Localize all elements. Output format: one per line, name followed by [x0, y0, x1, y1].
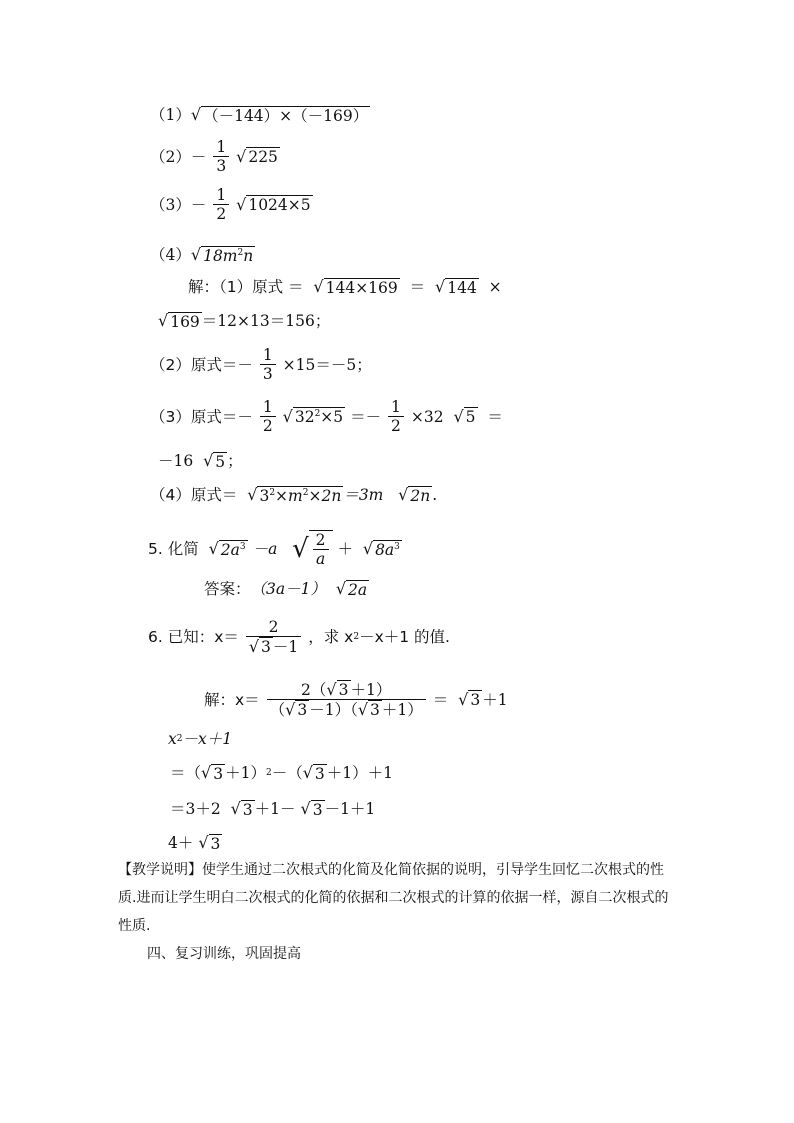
- sqrt-symbol: √: [285, 700, 296, 719]
- term: －（: [271, 764, 303, 782]
- sqrt-symbol: √: [190, 245, 202, 264]
- solution-lead: 解：（1）原式 ＝: [188, 278, 304, 296]
- radicand: 3: [314, 764, 325, 783]
- question-text: －x＋1 的值.: [359, 628, 450, 646]
- term: －a: [252, 540, 278, 558]
- radicand: 225: [248, 148, 278, 166]
- fraction: [388, 398, 404, 435]
- radicand-part: 8a: [375, 540, 395, 559]
- solution-lead: 解：x＝: [204, 690, 260, 709]
- term: 2（: [301, 681, 327, 699]
- solution-lead: （4）原式＝: [150, 486, 238, 504]
- sqrt-symbol: √: [236, 146, 247, 166]
- term: 4＋: [168, 834, 194, 852]
- fraction: [313, 531, 329, 568]
- radicand-part: ×m: [275, 486, 303, 505]
- exponent: 2: [353, 632, 360, 642]
- radicand: 3: [470, 691, 481, 709]
- term: －1＋1: [324, 800, 376, 818]
- numerator: 1: [213, 138, 229, 157]
- radicand-part: ×2n: [308, 486, 342, 505]
- times: ×: [488, 278, 502, 296]
- numerator: [267, 680, 426, 700]
- teaching-note: [118, 856, 678, 940]
- denominator: 2: [391, 417, 401, 435]
- sqrt-symbol: √: [335, 579, 347, 598]
- exponent: 2: [302, 487, 309, 498]
- sqrt-symbol: √: [236, 194, 247, 214]
- denominator: [246, 637, 301, 656]
- term: －x＋1: [182, 730, 233, 748]
- radicand: 3: [370, 701, 380, 719]
- radicand: 5: [465, 408, 476, 426]
- term: ×32: [410, 407, 444, 426]
- sqrt-symbol: √: [302, 763, 313, 782]
- equals: ＝: [487, 407, 503, 426]
- solution-1-line-1: [188, 276, 502, 297]
- fraction: [213, 186, 229, 223]
- denominator: 2: [262, 417, 273, 435]
- solution-3-line-1: [150, 398, 503, 435]
- solution-2: [150, 346, 372, 383]
- solution-6-line-5: [168, 832, 222, 853]
- radicand: 3: [261, 638, 271, 656]
- plus: ＋: [337, 540, 353, 558]
- question-lead: 6. 已知：x＝: [148, 628, 239, 646]
- problem-label: （4）: [150, 246, 191, 264]
- radicand: 3: [210, 834, 221, 853]
- denominator: 3: [216, 157, 227, 175]
- solution-3-line-2: [158, 450, 243, 471]
- problem-4: [150, 244, 255, 265]
- question-text: ，求 x: [308, 628, 354, 646]
- question-5: [148, 530, 402, 568]
- term: ＋1）: [225, 764, 266, 782]
- solution-lead: （3）原式＝－: [150, 407, 253, 426]
- sqrt-symbol: √: [326, 680, 337, 699]
- radicand: 3: [297, 701, 308, 719]
- sqrt-symbol: √: [248, 637, 260, 656]
- radicand-part: n: [243, 246, 254, 265]
- term: ＋1）＋1: [326, 764, 394, 782]
- sqrt-symbol: √: [453, 406, 464, 426]
- radicand: 144: [447, 278, 477, 297]
- radicand: 3: [312, 800, 323, 819]
- term: ＝（: [170, 764, 202, 782]
- sqrt-symbol: √: [208, 539, 219, 558]
- numerator: 1: [260, 398, 276, 417]
- solution-1-line-2: [158, 310, 330, 331]
- radicand: 5: [215, 452, 226, 471]
- fraction: [267, 680, 426, 719]
- sqrt-symbol: √: [158, 311, 169, 330]
- radicand: [346, 580, 369, 599]
- exponent: 2: [176, 734, 183, 744]
- sqrt-symbol: √: [230, 799, 241, 818]
- term: ＋1: [482, 690, 508, 709]
- result: ＝12×13＝156；: [201, 312, 331, 330]
- radicand-part: 2a: [220, 540, 240, 559]
- sqrt-symbol: √: [190, 105, 202, 124]
- radicand: 1024×5: [248, 196, 311, 214]
- denominator: a: [315, 550, 326, 568]
- solution-6-line-4: [170, 798, 375, 819]
- exponent: 3: [239, 541, 246, 552]
- exponent: 2: [269, 487, 276, 498]
- sqrt-symbol: √: [398, 485, 409, 504]
- question-lead: 5. 化简: [148, 540, 199, 558]
- exponent: 2: [237, 247, 244, 258]
- solution-6-line-2: [168, 728, 232, 749]
- radicand: 3: [242, 800, 253, 819]
- punctuation: .: [432, 486, 438, 504]
- answer-5: [204, 578, 369, 599]
- solution-6-line-3: [170, 762, 393, 783]
- numerator: 2: [313, 531, 329, 550]
- problem-label: （3）－: [150, 195, 207, 214]
- exponent: 3: [394, 541, 400, 552]
- radicand-part: ×5: [320, 408, 344, 426]
- result: ＝3m: [343, 486, 384, 504]
- result: ×15＝－5；: [282, 355, 372, 374]
- note-tag: 【教学说明】: [118, 862, 202, 878]
- denominator: 3: [262, 365, 273, 383]
- exponent: 2: [314, 408, 321, 419]
- sqrt-symbol: √: [435, 277, 446, 296]
- numerator: 1: [260, 346, 276, 365]
- denominator: 2: [216, 205, 227, 223]
- radicand: [408, 486, 432, 505]
- term: x: [168, 730, 177, 748]
- radicand: 169: [170, 312, 200, 331]
- note-text: 使学生通过二次根式的化简及化简依据的说明，引导学生回忆二次根式的性质.进而让学生明白二次根式的化简的依据和二次根式的计算的依据一样，源自二次根式的性质.: [118, 862, 669, 934]
- solution-6-line-1: [204, 680, 508, 719]
- question-6: [148, 618, 450, 656]
- radicand-part: 32: [294, 408, 315, 426]
- radicand: （－144）×（－169）: [203, 106, 369, 125]
- radicand-part: 2n: [410, 486, 431, 505]
- problem-3: [150, 186, 313, 223]
- numerator: 1: [213, 186, 229, 205]
- fraction: [246, 618, 301, 656]
- section-heading: 四、复习训练，巩固提高: [147, 946, 301, 962]
- term: ＋1）: [381, 701, 423, 719]
- exponent: 2: [265, 768, 272, 778]
- radicand-part: 18m: [203, 246, 238, 265]
- term: －1）（: [309, 701, 358, 719]
- radicand-part: 2a: [348, 580, 368, 599]
- sqrt-symbol: √: [292, 534, 309, 564]
- numerator: 2: [246, 618, 301, 637]
- term: ＋1）: [350, 681, 392, 699]
- radicand: 144×169: [325, 278, 398, 297]
- fraction: [260, 398, 276, 435]
- solution-4: [150, 484, 437, 505]
- sqrt-symbol: √: [198, 833, 209, 852]
- fraction: [213, 138, 229, 175]
- sqrt-symbol: √: [203, 451, 214, 470]
- radicand: [219, 540, 248, 559]
- radicand: [257, 486, 343, 505]
- equals: ＝: [409, 278, 426, 296]
- answer-label: 答案：: [204, 580, 251, 598]
- sqrt-symbol: √: [201, 763, 212, 782]
- term: －1: [272, 638, 299, 656]
- equals: ＝－: [350, 407, 382, 426]
- fraction: [260, 346, 276, 383]
- problem-1: [150, 104, 370, 125]
- denominator: [267, 700, 426, 719]
- radicand: 3: [213, 764, 224, 783]
- sqrt-symbol: √: [247, 485, 258, 504]
- sqrt-symbol: √: [300, 799, 311, 818]
- sqrt-symbol: √: [458, 689, 469, 709]
- problem-label: （2）－: [150, 147, 207, 166]
- radicand: 3: [338, 681, 349, 699]
- term: ＋1－: [254, 800, 296, 818]
- sqrt-symbol: √: [362, 539, 374, 558]
- numerator: 1: [388, 398, 404, 417]
- radicand: [373, 540, 402, 559]
- problem-label: （1）: [150, 106, 191, 124]
- radicand: [201, 246, 255, 265]
- radicand: [293, 407, 345, 426]
- sqrt-symbol: √: [282, 406, 293, 426]
- problem-2: [150, 138, 280, 175]
- radicand: [309, 530, 333, 568]
- sqrt-symbol: √: [313, 277, 324, 296]
- punctuation: ；: [227, 452, 243, 470]
- term: （: [269, 701, 286, 719]
- answer-text: （3a－1）: [250, 580, 326, 598]
- equals: ＝: [432, 690, 449, 709]
- term: ＝3＋2: [170, 800, 221, 818]
- sqrt-symbol: √: [357, 700, 369, 719]
- term: －16: [158, 452, 194, 470]
- radicand-part: 3: [259, 486, 270, 505]
- solution-lead: （2）原式＝－: [150, 355, 253, 374]
